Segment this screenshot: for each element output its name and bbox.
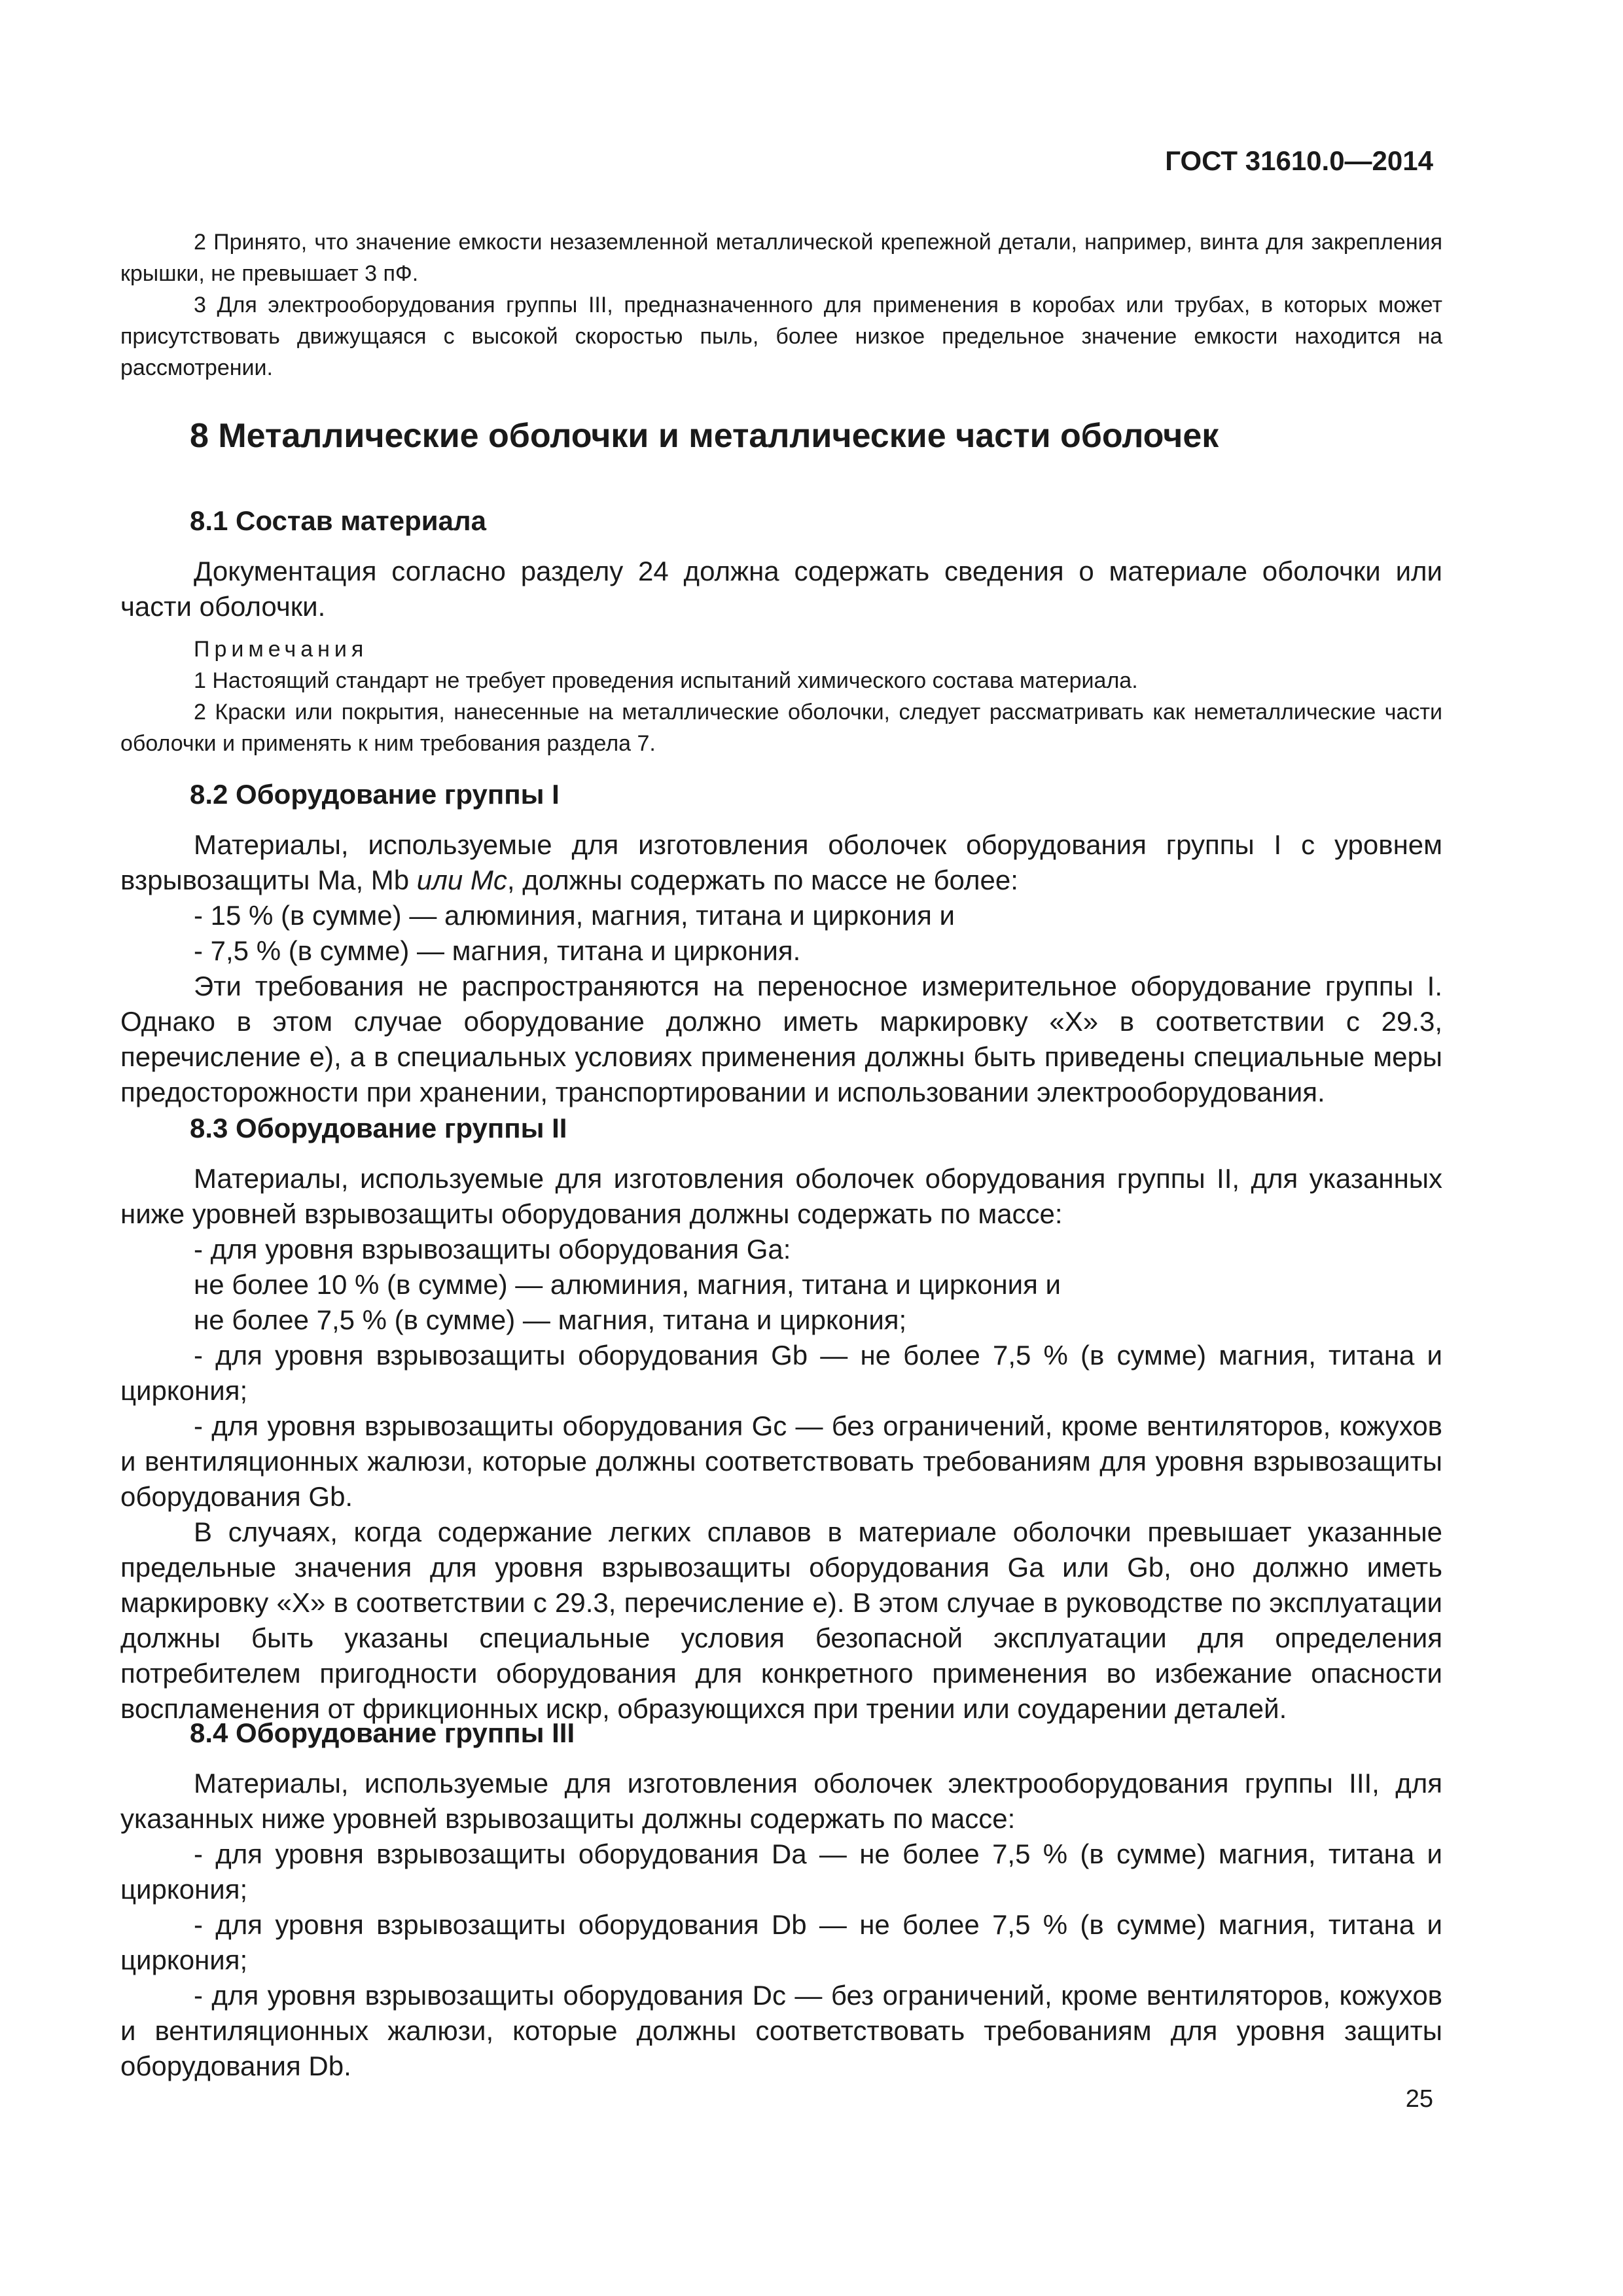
section-8-3-para-1: Материалы, используемые для изготовления оболочек оборудования группы II, для указанных ниже уровней взрывозащиты оборудования должны содержать по массе: [120, 1163, 1442, 1229]
section-8-1-title: 8.1 Состав материала [190, 505, 486, 536]
document-header-id: ГОСТ 31610.0—2014 [1165, 145, 1433, 176]
note-1: 1 Настоящий стандарт не требует проведения испытаний химического состава материала. [194, 668, 1138, 693]
list-item: - для уровня взрывозащиты оборудования Da — не более 7,5 % (в сумме) магния, титана и циркония; [120, 1839, 1442, 1905]
list-item: не более 7,5 % (в сумме) — магния, титана и циркония; [194, 1304, 907, 1335]
section-8-2-body [120, 827, 1442, 1110]
note-2: 2 Краски или покрытия, нанесенные на металлические оболочки, следует рассматривать как неметаллические части оболочки и применять к ним требования раздела 7. [120, 700, 1442, 756]
section-8-3-body [120, 1161, 1442, 1727]
section-8-1-notes [120, 634, 1442, 759]
notes-label: Примечания [194, 637, 368, 662]
page-number: 25 [1405, 2085, 1433, 2113]
list-item: - для уровня взрывозащиты оборудования Gc — без ограничений, кроме вентиляторов, кожухов и вентиляционных жалюзи, которые должны соответствовать требованиям для уровня взрывозащиты оборудования Gb. [120, 1410, 1442, 1512]
note-3: 3 Для электрооборудования группы III, предназначенного для применения в коробах или трубах, в которых может присутствовать движущаяся с высокой скоростью пыль, более низкое предельное значение емкости находится на рассмотрении. [120, 293, 1442, 380]
section-8-2-title: 8.2 Оборудование группы I [190, 779, 560, 810]
section-8-4-body [120, 1766, 1442, 2084]
section-8-3-title: 8.3 Оборудование группы II [190, 1113, 567, 1143]
section-8-1-text: Документация согласно разделу 24 должна содержать сведения о материале оболочки или части оболочки. [120, 556, 1442, 622]
top-notes [120, 226, 1442, 384]
list-item: не более 10 % (в сумме) — алюминия, магния, титана и циркония и [194, 1269, 1061, 1300]
list-item: - для уровня взрывозащиты оборудования Gb — не более 7,5 % (в сумме) магния, титана и циркония; [120, 1340, 1442, 1406]
list-item: - для уровня взрывозащиты оборудования Db — не более 7,5 % (в сумме) магния, титана и циркония; [120, 1909, 1442, 1975]
section-8-2-para-2: Эти требования не распространяются на переносное измерительное оборудование группы I. Однако в этом случае оборудование должно иметь маркировку «X» в соответствии с 29.3, перечисление е), а в специальных условиях применения должны быть приведены специальные меры предосторожности при хранении, транспортировании и использовании электрооборудования. [120, 971, 1442, 1107]
section-8-3-para-2: В случаях, когда содержание легких сплавов в материале оболочки превышает указанные предельные значения для уровня взрывозащиты оборудования Ga или Gb, оно должно иметь маркировку «X» в соответствии с 29.3, перечисление е). В этом случае в руководстве по эксплуатации должны быть указаны специальные условия безопасной эксплуатации для определения потребителем пригодности оборудования для конкретного применения во избежание опасности воспламенения от фрикционных искр, образующихся при трении или соударении деталей. [120, 1516, 1442, 1724]
section-8-4-para-1: Материалы, используемые для изготовления оболочек электрооборудования группы III, для указанных ниже уровней взрывозащиты должны содержать по массе: [120, 1768, 1442, 1834]
section-8-2-para-1: Материалы, используемые для изготовления оболочек оборудования группы I с уровнем взрывозащиты Ma, Mb или Mc, должны содержать по массе не более: [120, 829, 1442, 895]
list-item: - 7,5 % (в сумме) — магния, титана и циркония. [194, 935, 801, 966]
section-8-4-title: 8.4 Оборудование группы III [190, 1717, 575, 1748]
note-2: 2 Принято, что значение емкости незаземленной металлической крепежной детали, например, винта для закрепления крышки, не превышает 3 пФ. [120, 230, 1442, 286]
list-item: - 15 % (в сумме) — алюминия, магния, титана и циркония и [194, 900, 955, 931]
list-item: - для уровня взрывозащиты оборудования Ga: [194, 1234, 791, 1265]
list-item: - для уровня взрывозащиты оборудования Dc — без ограничений, кроме вентиляторов, кожухов и вентиляционных жалюзи, которые должны соответствовать требованиям для уровня защиты оборудования Db. [120, 1980, 1442, 2081]
section-8-title: 8 Металлические оболочки и металлические части оболочек [190, 417, 1219, 455]
